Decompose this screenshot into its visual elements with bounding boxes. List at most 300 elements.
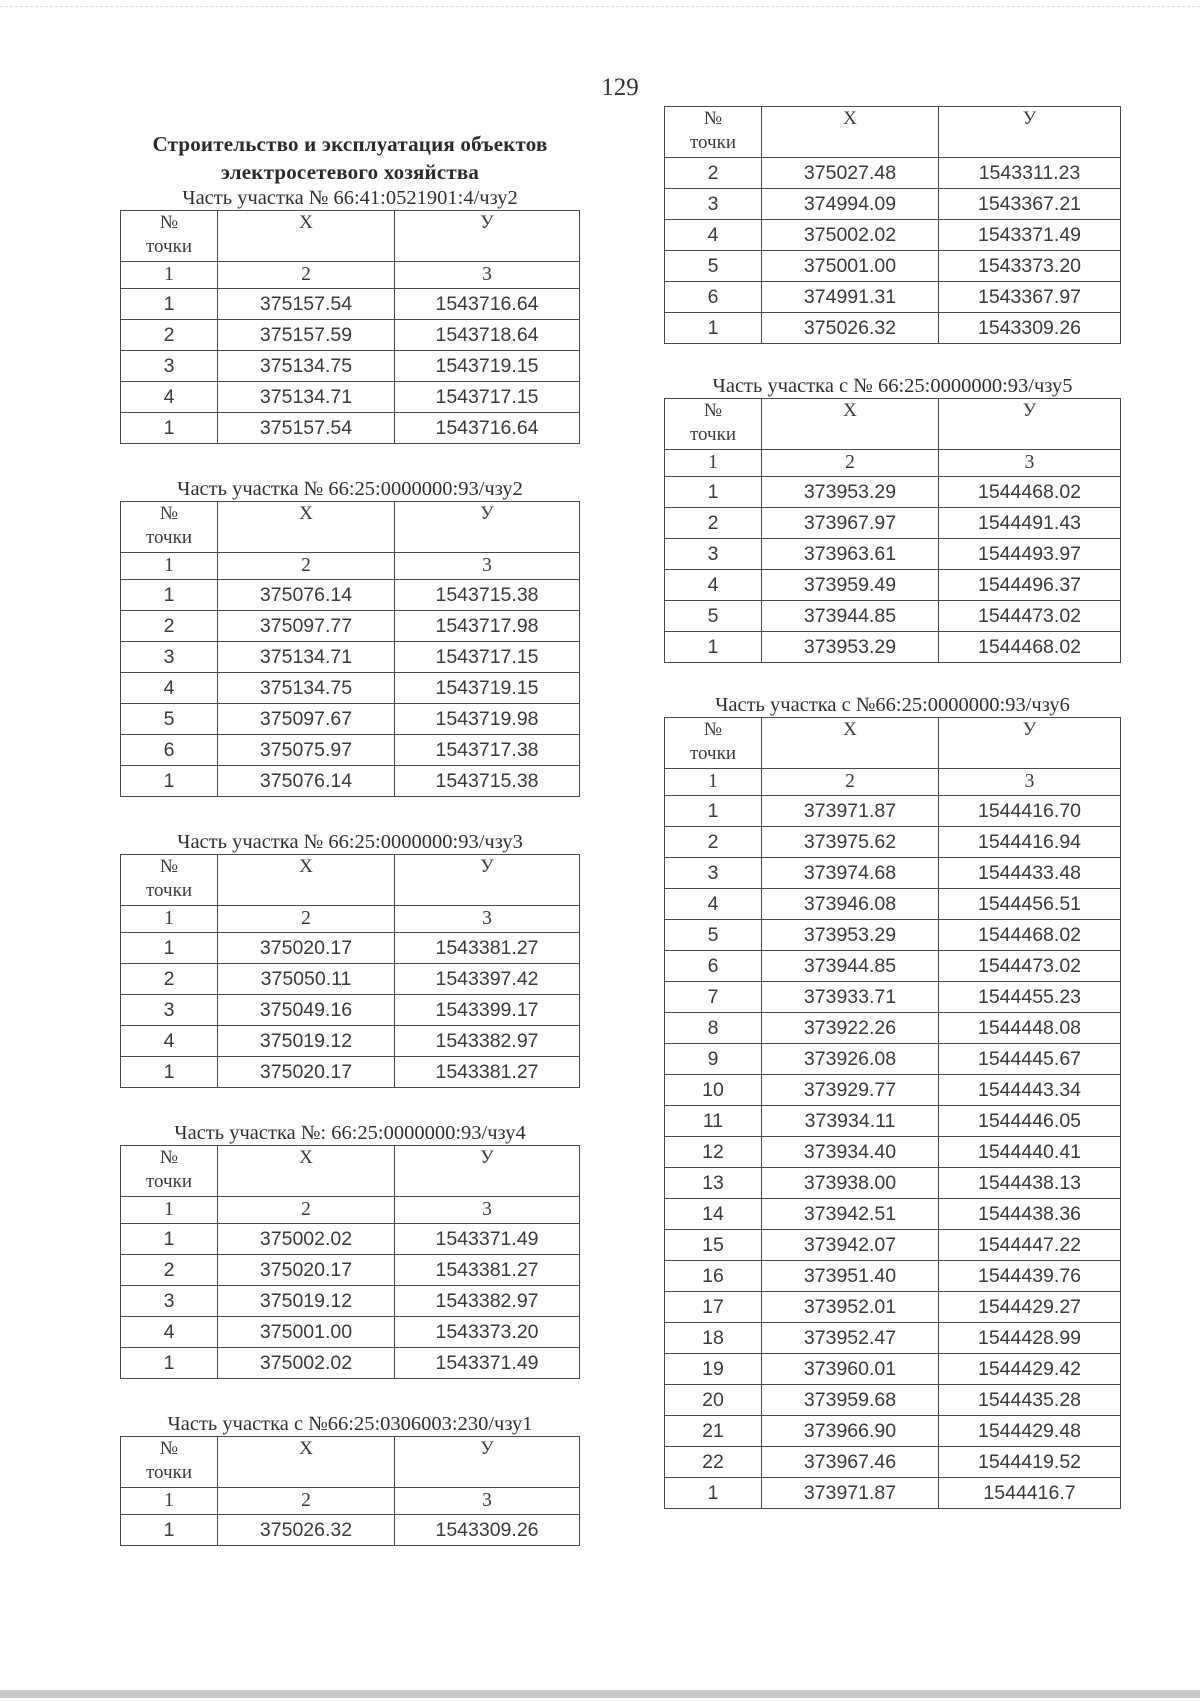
point-number-cell: 4 (665, 889, 762, 920)
table-row (665, 982, 1121, 1013)
column-index-cell: 2 (218, 906, 395, 933)
x-coordinate-cell: 373975.62 (762, 827, 939, 858)
x-coordinate-cell: 375157.54 (218, 289, 395, 320)
coordinates-table (120, 501, 580, 797)
point-number-cell: 2 (121, 320, 218, 351)
table-row (665, 858, 1121, 889)
table-row (665, 1013, 1121, 1044)
column-index-row (121, 262, 580, 289)
x-coordinate-cell: 373971.87 (762, 796, 939, 827)
x-coordinate-cell: 373922.26 (762, 1013, 939, 1044)
table-header-row (121, 1437, 580, 1488)
x-coordinate-cell: 373967.97 (762, 508, 939, 539)
point-number-cell: 2 (665, 827, 762, 858)
header-x: X (218, 1437, 395, 1488)
y-coordinate-cell: 1544468.02 (939, 477, 1121, 508)
column-index-row (665, 769, 1121, 796)
y-coordinate-cell: 1543367.97 (939, 282, 1121, 313)
header-y: У (939, 718, 1121, 769)
x-coordinate-cell: 373929.77 (762, 1075, 939, 1106)
table-row (665, 1385, 1121, 1416)
table-row (121, 995, 580, 1026)
table-row (121, 642, 580, 673)
header-x: X (218, 211, 395, 262)
page-number: 129 (601, 74, 639, 101)
y-coordinate-cell: 1544438.13 (939, 1168, 1121, 1199)
x-coordinate-cell: 373933.71 (762, 982, 939, 1013)
header-y: У (395, 211, 580, 262)
x-coordinate-cell: 373953.29 (762, 477, 939, 508)
point-number-cell: 1 (121, 766, 218, 797)
point-number-cell: 4 (121, 1026, 218, 1057)
table-caption: Часть участка с №66:25:0306003:230/чзу1 (167, 1413, 533, 1435)
x-coordinate-cell: 373952.47 (762, 1323, 939, 1354)
header-point-number (121, 502, 218, 553)
header-point-number (665, 718, 762, 769)
point-number-cell: 3 (665, 858, 762, 889)
x-coordinate-cell: 373971.87 (762, 1478, 939, 1509)
point-number-cell: 6 (665, 951, 762, 982)
x-coordinate-cell: 375049.16 (218, 995, 395, 1026)
x-coordinate-cell: 373952.01 (762, 1292, 939, 1323)
point-number-cell: 3 (121, 642, 218, 673)
y-coordinate-cell: 1544491.43 (939, 508, 1121, 539)
header-num-label: № (159, 1147, 179, 1168)
scan-top-edge (0, 6, 1200, 8)
column-index-cell: 1 (665, 769, 762, 796)
header-num-label: № (159, 856, 179, 877)
header-point-number (665, 399, 762, 450)
x-coordinate-cell: 375002.02 (218, 1348, 395, 1379)
point-number-cell: 22 (665, 1447, 762, 1478)
y-coordinate-cell: 1543717.15 (395, 382, 580, 413)
y-coordinate-cell: 1543719.98 (395, 704, 580, 735)
y-coordinate-cell: 1543309.26 (939, 313, 1121, 344)
table-caption: Часть участка с №66:25:0000000:93/чзу6 (715, 694, 1070, 716)
point-number-cell: 2 (121, 1255, 218, 1286)
point-number-cell: 15 (665, 1230, 762, 1261)
y-coordinate-cell: 1544416.70 (939, 796, 1121, 827)
table-row (665, 1075, 1121, 1106)
point-number-cell: 1 (121, 580, 218, 611)
table-row (665, 1323, 1121, 1354)
header-x: X (762, 107, 939, 158)
y-coordinate-cell: 1543719.15 (395, 673, 580, 704)
x-coordinate-cell: 375020.17 (218, 1255, 395, 1286)
x-coordinate-cell: 373966.90 (762, 1416, 939, 1447)
point-number-cell: 1 (121, 933, 218, 964)
point-number-cell: 18 (665, 1323, 762, 1354)
x-coordinate-cell: 373974.68 (762, 858, 939, 889)
column-index-cell: 2 (218, 553, 395, 580)
table-row (121, 413, 580, 444)
point-number-cell: 20 (665, 1385, 762, 1416)
scan-bottom-edge (0, 1690, 1200, 1698)
column-index-cell: 2 (218, 262, 395, 289)
y-coordinate-cell: 1544429.27 (939, 1292, 1121, 1323)
y-coordinate-cell: 1543311.23 (939, 158, 1121, 189)
point-number-cell: 3 (665, 539, 762, 570)
y-coordinate-cell: 1543719.15 (395, 351, 580, 382)
header-x: X (762, 399, 939, 450)
table-row (121, 933, 580, 964)
y-coordinate-cell: 1543382.97 (395, 1026, 580, 1057)
table-caption: Часть участка № 66:25:0000000:93/чзу3 (177, 831, 523, 853)
header-num-label: № (159, 212, 179, 233)
x-coordinate-cell: 373934.11 (762, 1106, 939, 1137)
table-row (121, 1317, 580, 1348)
table-row (121, 1515, 580, 1546)
table-row (665, 313, 1121, 344)
header-y: У (395, 855, 580, 906)
column-index-cell: 1 (121, 1488, 218, 1515)
y-coordinate-cell: 1543373.20 (395, 1317, 580, 1348)
y-coordinate-cell: 1544496.37 (939, 570, 1121, 601)
header-num-label: № (159, 503, 179, 524)
table-row (665, 632, 1121, 663)
table-row (121, 1057, 580, 1088)
y-coordinate-cell: 1544455.23 (939, 982, 1121, 1013)
x-coordinate-cell: 375097.77 (218, 611, 395, 642)
coordinates-table (120, 854, 580, 1088)
column-index-cell: 1 (121, 553, 218, 580)
header-point-label: точки (145, 1171, 192, 1192)
y-coordinate-cell: 1543715.38 (395, 580, 580, 611)
point-number-cell: 3 (665, 189, 762, 220)
column-index-row (121, 1488, 580, 1515)
header-y: У (395, 1437, 580, 1488)
column-index-cell: 3 (395, 906, 580, 933)
x-coordinate-cell: 373960.01 (762, 1354, 939, 1385)
y-coordinate-cell: 1544438.36 (939, 1199, 1121, 1230)
y-coordinate-cell: 1544416.7 (939, 1478, 1121, 1509)
header-point-number (121, 211, 218, 262)
table-row (121, 1026, 580, 1057)
table-row (121, 611, 580, 642)
y-coordinate-cell: 1544440.41 (939, 1137, 1121, 1168)
point-number-cell: 2 (665, 508, 762, 539)
header-point-number (121, 1437, 218, 1488)
table-row (121, 704, 580, 735)
x-coordinate-cell: 373944.85 (762, 601, 939, 632)
point-number-cell: 10 (665, 1075, 762, 1106)
x-coordinate-cell: 373944.85 (762, 951, 939, 982)
table-gap (120, 797, 580, 830)
point-number-cell: 5 (665, 601, 762, 632)
x-coordinate-cell: 375157.54 (218, 413, 395, 444)
point-number-cell: 13 (665, 1168, 762, 1199)
point-number-cell: 8 (665, 1013, 762, 1044)
x-coordinate-cell: 375002.02 (218, 1224, 395, 1255)
header-point-label: точки (689, 424, 736, 445)
y-coordinate-cell: 1544439.76 (939, 1261, 1121, 1292)
header-point-number (121, 1146, 218, 1197)
x-coordinate-cell: 375134.75 (218, 351, 395, 382)
table-row (665, 220, 1121, 251)
header-y: У (939, 399, 1121, 450)
table-header-row (121, 855, 580, 906)
table-row (665, 251, 1121, 282)
coordinates-table (120, 1145, 580, 1379)
point-number-cell: 1 (121, 289, 218, 320)
x-coordinate-cell: 375076.14 (218, 766, 395, 797)
point-number-cell: 5 (665, 920, 762, 951)
table-row (665, 1354, 1121, 1385)
point-number-cell: 1 (121, 1057, 218, 1088)
column-index-cell: 3 (395, 1488, 580, 1515)
point-number-cell: 6 (665, 282, 762, 313)
x-coordinate-cell: 375002.02 (762, 220, 939, 251)
point-number-cell: 16 (665, 1261, 762, 1292)
header-num-label: № (703, 400, 723, 421)
header-num-label: № (703, 108, 723, 129)
y-coordinate-cell: 1543716.64 (395, 413, 580, 444)
header-num-label: № (159, 1438, 179, 1459)
x-coordinate-cell: 375050.11 (218, 964, 395, 995)
y-coordinate-cell: 1543373.20 (939, 251, 1121, 282)
header-x: X (218, 1146, 395, 1197)
table-row (665, 1168, 1121, 1199)
table-row (665, 889, 1121, 920)
point-number-cell: 9 (665, 1044, 762, 1075)
x-coordinate-cell: 375019.12 (218, 1286, 395, 1317)
y-coordinate-cell: 1543309.26 (395, 1515, 580, 1546)
y-coordinate-cell: 1543381.27 (395, 1255, 580, 1286)
table-row (665, 282, 1121, 313)
table-row (121, 1224, 580, 1255)
y-coordinate-cell: 1543718.64 (395, 320, 580, 351)
column-index-cell: 2 (218, 1197, 395, 1224)
column-index-cell: 2 (218, 1488, 395, 1515)
point-number-cell: 1 (121, 1515, 218, 1546)
column-index-cell: 1 (121, 906, 218, 933)
point-number-cell: 1 (665, 477, 762, 508)
header-y: У (395, 1146, 580, 1197)
x-coordinate-cell: 375076.14 (218, 580, 395, 611)
table-row (665, 920, 1121, 951)
left-tables (120, 186, 580, 1546)
y-coordinate-cell: 1543399.17 (395, 995, 580, 1026)
right-tables (664, 106, 1121, 1509)
y-coordinate-cell: 1544419.52 (939, 1447, 1121, 1478)
table-gap (120, 444, 580, 477)
table-row (121, 382, 580, 413)
table-caption: Часть участка №: 66:25:0000000:93/чзу4 (174, 1122, 526, 1144)
column-index-cell: 3 (395, 1197, 580, 1224)
x-coordinate-cell: 373934.40 (762, 1137, 939, 1168)
y-coordinate-cell: 1543382.97 (395, 1286, 580, 1317)
y-coordinate-cell: 1544468.02 (939, 632, 1121, 663)
table-row (665, 1230, 1121, 1261)
table-row (121, 1348, 580, 1379)
y-coordinate-cell: 1544435.28 (939, 1385, 1121, 1416)
point-number-cell: 3 (121, 1286, 218, 1317)
y-coordinate-cell: 1544468.02 (939, 920, 1121, 951)
x-coordinate-cell: 375026.32 (218, 1515, 395, 1546)
table-header-row (665, 399, 1121, 450)
y-coordinate-cell: 1543381.27 (395, 1057, 580, 1088)
header-point-label: точки (145, 1462, 192, 1483)
column-index-cell: 3 (395, 553, 580, 580)
section-heading: Строительство и эксплуатация объектов электросетевого хозяйства (152, 132, 548, 184)
table-header-row (665, 718, 1121, 769)
x-coordinate-cell: 375134.75 (218, 673, 395, 704)
header-point-number (665, 107, 762, 158)
table-row (665, 951, 1121, 982)
column-index-row (121, 553, 580, 580)
x-coordinate-cell: 373942.51 (762, 1199, 939, 1230)
point-number-cell: 1 (121, 413, 218, 444)
y-coordinate-cell: 1543717.38 (395, 735, 580, 766)
point-number-cell: 3 (121, 995, 218, 1026)
y-coordinate-cell: 1544429.48 (939, 1416, 1121, 1447)
y-coordinate-cell: 1543716.64 (395, 289, 580, 320)
column-index-cell: 3 (395, 262, 580, 289)
x-coordinate-cell: 375075.97 (218, 735, 395, 766)
coordinates-table (120, 1436, 580, 1546)
table-row (665, 1106, 1121, 1137)
column-index-cell: 2 (762, 769, 939, 796)
table-row (665, 1416, 1121, 1447)
header-x: X (218, 502, 395, 553)
header-num-label: № (703, 719, 723, 740)
table-caption: Часть участка № 66:25:0000000:93/чзу2 (177, 478, 523, 500)
y-coordinate-cell: 1543371.49 (395, 1224, 580, 1255)
x-coordinate-cell: 373967.46 (762, 1447, 939, 1478)
table-row (665, 1478, 1121, 1509)
point-number-cell: 2 (665, 158, 762, 189)
header-point-label: точки (689, 743, 736, 764)
header-y: У (395, 502, 580, 553)
x-coordinate-cell: 375026.32 (762, 313, 939, 344)
table-gap (664, 663, 1121, 693)
point-number-cell: 11 (665, 1106, 762, 1137)
x-coordinate-cell: 374994.09 (762, 189, 939, 220)
point-number-cell: 19 (665, 1354, 762, 1385)
x-coordinate-cell: 375001.00 (762, 251, 939, 282)
column-index-row (121, 1197, 580, 1224)
y-coordinate-cell: 1544473.02 (939, 601, 1121, 632)
header-x: X (762, 718, 939, 769)
x-coordinate-cell: 375134.71 (218, 642, 395, 673)
table-caption: Часть участка № 66:41:0521901:4/чзу2 (182, 187, 518, 209)
point-number-cell: 4 (121, 673, 218, 704)
y-coordinate-cell: 1543367.21 (939, 189, 1121, 220)
y-coordinate-cell: 1544428.99 (939, 1323, 1121, 1354)
column-index-cell: 1 (121, 262, 218, 289)
point-number-cell: 6 (121, 735, 218, 766)
y-coordinate-cell: 1543371.49 (395, 1348, 580, 1379)
x-coordinate-cell: 373963.61 (762, 539, 939, 570)
x-coordinate-cell: 373942.07 (762, 1230, 939, 1261)
table-row (121, 766, 580, 797)
point-number-cell: 1 (665, 796, 762, 827)
table-row (121, 964, 580, 995)
point-number-cell: 4 (121, 382, 218, 413)
coordinates-table (664, 398, 1121, 663)
table-row (121, 289, 580, 320)
point-number-cell: 2 (121, 611, 218, 642)
column-index-cell: 2 (762, 450, 939, 477)
y-coordinate-cell: 1544445.67 (939, 1044, 1121, 1075)
header-point-label: точки (689, 132, 736, 153)
x-coordinate-cell: 375157.59 (218, 320, 395, 351)
point-number-cell: 3 (121, 351, 218, 382)
table-row (665, 158, 1121, 189)
table-gap (120, 1088, 580, 1121)
y-coordinate-cell: 1544493.97 (939, 539, 1121, 570)
y-coordinate-cell: 1544448.08 (939, 1013, 1121, 1044)
table-row (665, 1137, 1121, 1168)
y-coordinate-cell: 1544446.05 (939, 1106, 1121, 1137)
x-coordinate-cell: 375097.67 (218, 704, 395, 735)
x-coordinate-cell: 373946.08 (762, 889, 939, 920)
header-y: У (939, 107, 1121, 158)
table-row (665, 1292, 1121, 1323)
table-row (665, 508, 1121, 539)
x-coordinate-cell: 375020.17 (218, 933, 395, 964)
y-coordinate-cell: 1543381.27 (395, 933, 580, 964)
y-coordinate-cell: 1543717.98 (395, 611, 580, 642)
table-caption: Часть участка с № 66:25:0000000:93/чзу5 (712, 375, 1073, 397)
x-coordinate-cell: 373926.08 (762, 1044, 939, 1075)
x-coordinate-cell: 373951.40 (762, 1261, 939, 1292)
point-number-cell: 2 (121, 964, 218, 995)
table-row (121, 351, 580, 382)
table-row (121, 735, 580, 766)
point-number-cell: 5 (121, 704, 218, 735)
table-row (665, 601, 1121, 632)
x-coordinate-cell: 375020.17 (218, 1057, 395, 1088)
coordinates-table (664, 106, 1121, 344)
column-index-cell: 3 (939, 450, 1121, 477)
table-row (665, 1199, 1121, 1230)
y-coordinate-cell: 1544473.02 (939, 951, 1121, 982)
column-index-row (121, 906, 580, 933)
x-coordinate-cell: 373959.49 (762, 570, 939, 601)
y-coordinate-cell: 1543717.15 (395, 642, 580, 673)
point-number-cell: 4 (665, 570, 762, 601)
y-coordinate-cell: 1544443.34 (939, 1075, 1121, 1106)
coordinates-table (664, 717, 1121, 1509)
header-point-label: точки (145, 527, 192, 548)
table-header-row (121, 1146, 580, 1197)
x-coordinate-cell: 375134.71 (218, 382, 395, 413)
point-number-cell: 1 (665, 632, 762, 663)
coordinates-table (120, 210, 580, 444)
table-row (665, 827, 1121, 858)
point-number-cell: 17 (665, 1292, 762, 1323)
header-point-number (121, 855, 218, 906)
y-coordinate-cell: 1544447.22 (939, 1230, 1121, 1261)
table-header-row (121, 502, 580, 553)
y-coordinate-cell: 1544429.42 (939, 1354, 1121, 1385)
table-row (665, 1044, 1121, 1075)
table-gap (120, 1379, 580, 1412)
x-coordinate-cell: 375027.48 (762, 158, 939, 189)
table-row (665, 1261, 1121, 1292)
table-row (665, 570, 1121, 601)
point-number-cell: 4 (121, 1317, 218, 1348)
y-coordinate-cell: 1543371.49 (939, 220, 1121, 251)
left-column (120, 130, 580, 1546)
y-coordinate-cell: 1543397.42 (395, 964, 580, 995)
y-coordinate-cell: 1544416.94 (939, 827, 1121, 858)
table-row (665, 539, 1121, 570)
point-number-cell: 4 (665, 220, 762, 251)
header-x: X (218, 855, 395, 906)
point-number-cell: 5 (665, 251, 762, 282)
